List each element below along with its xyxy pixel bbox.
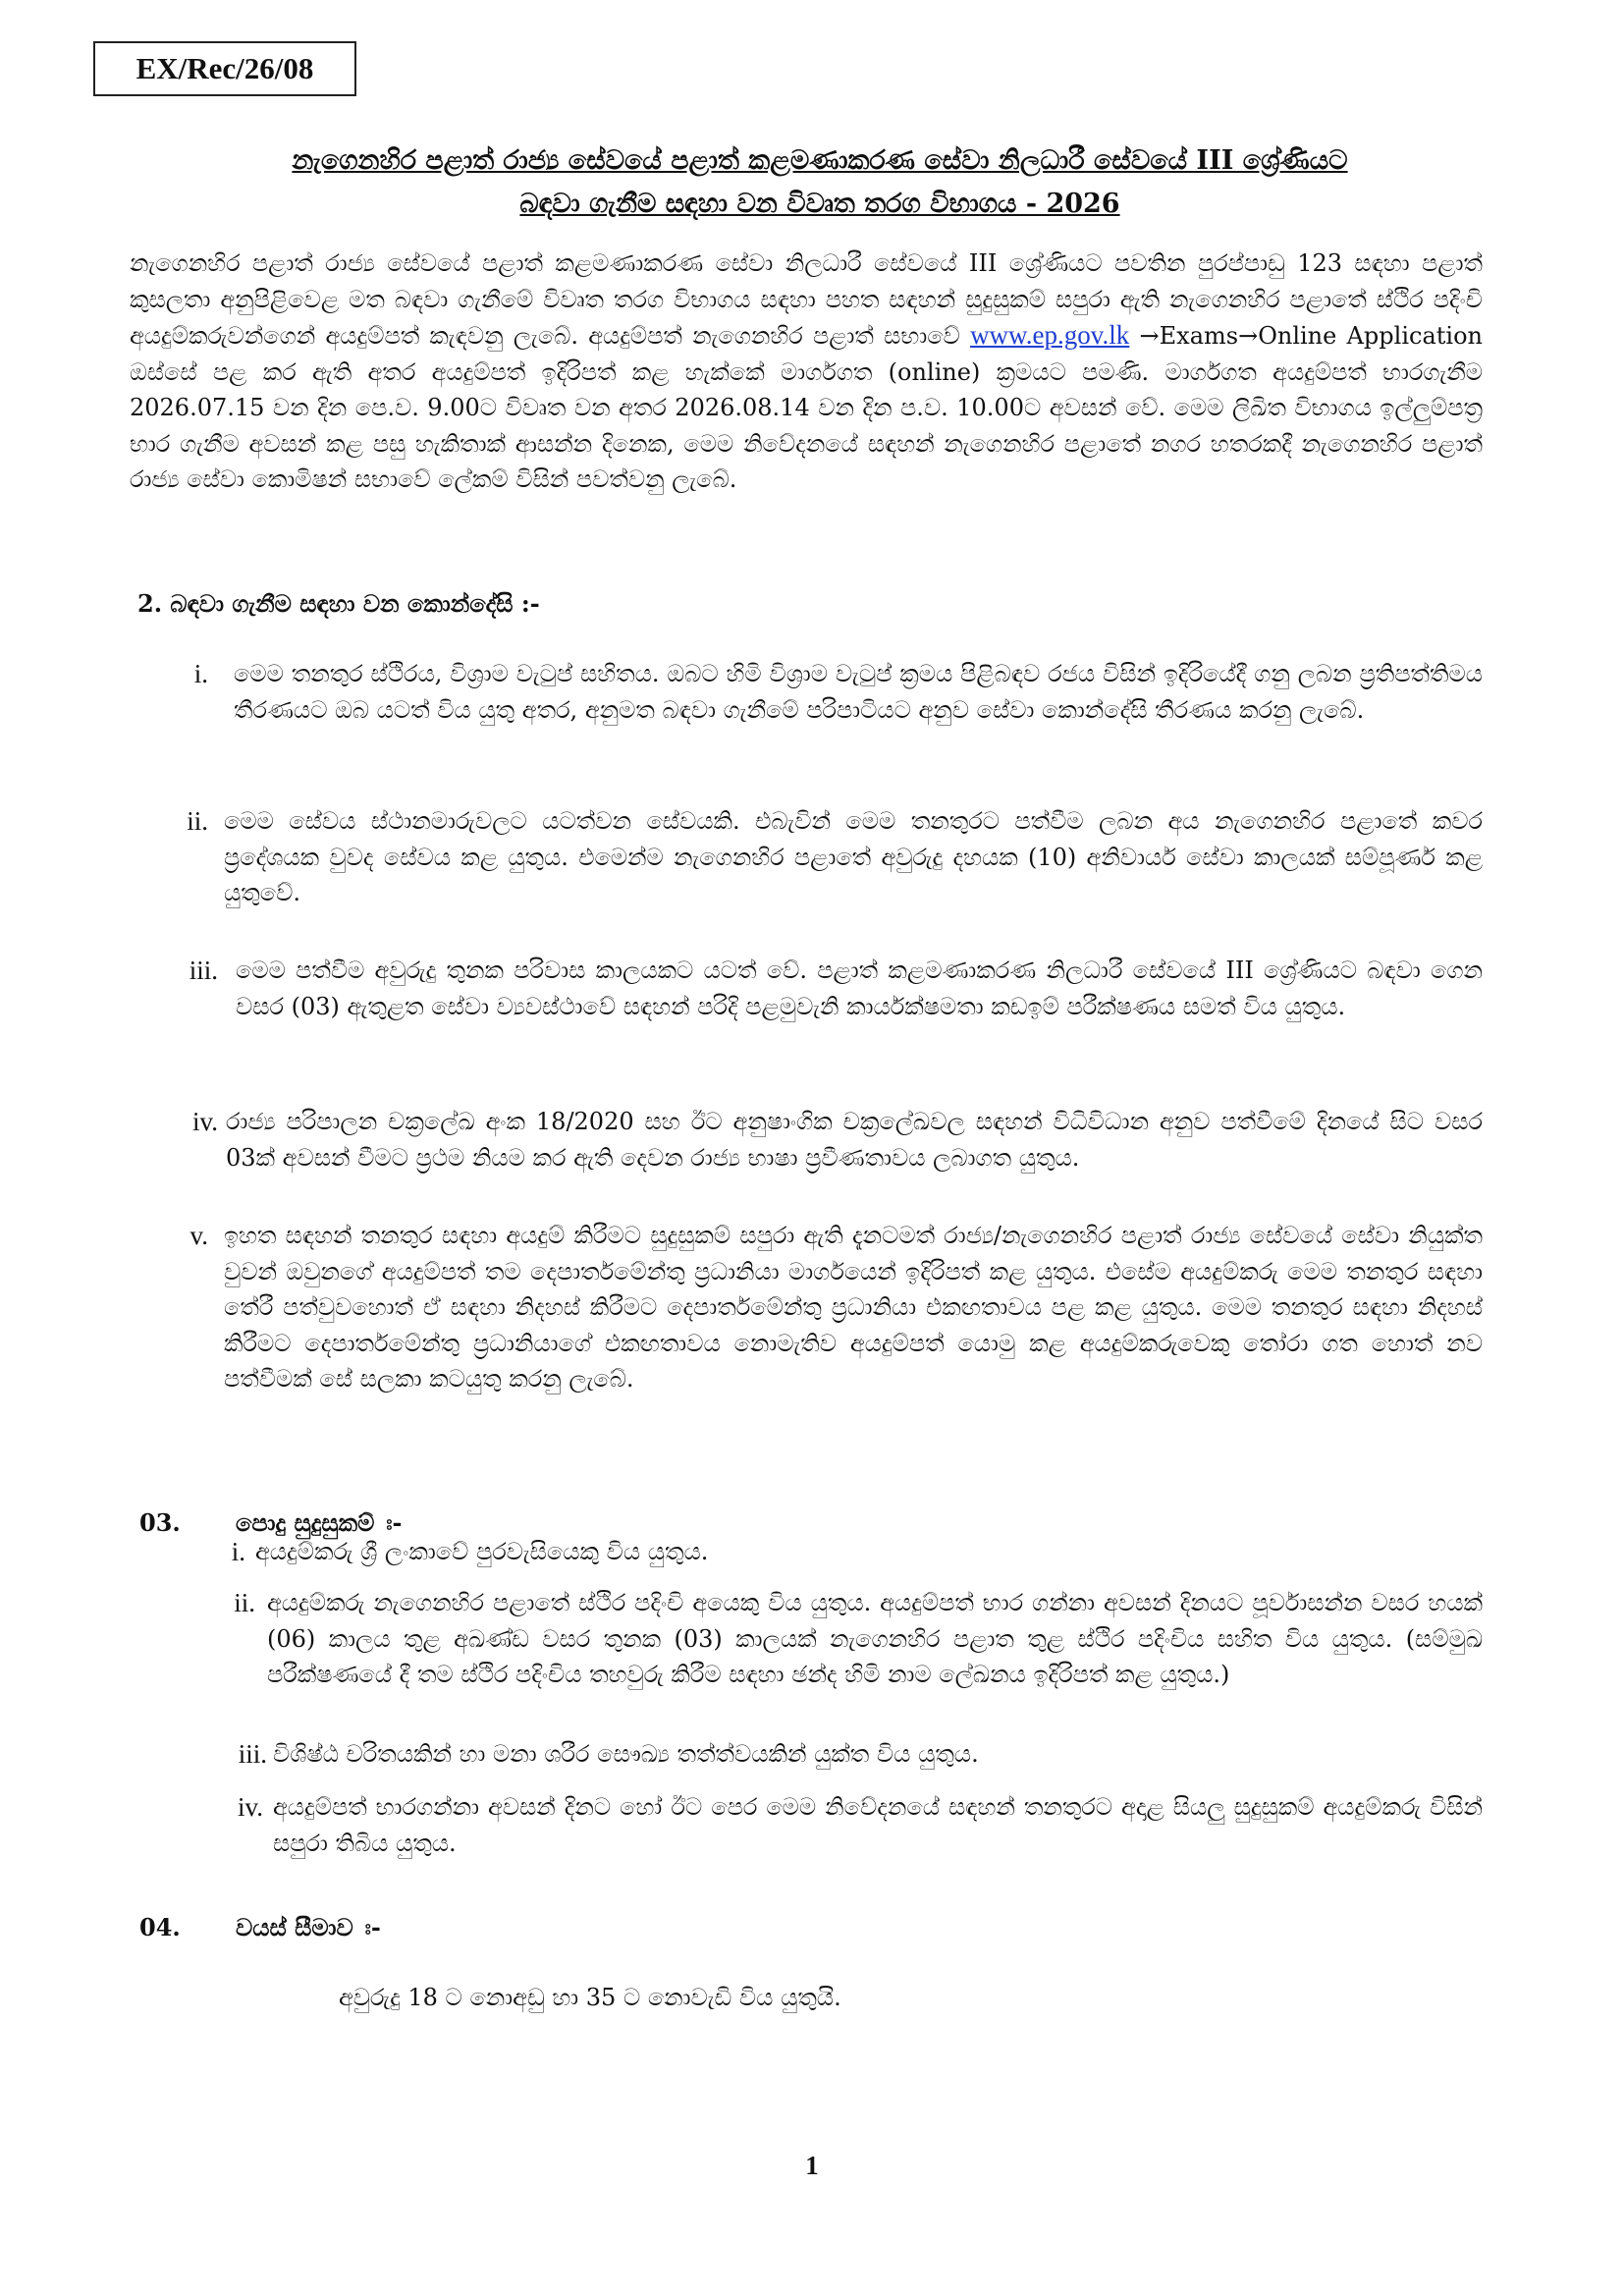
page-number: 1 [805, 2151, 819, 2180]
list-item-number: iii. [189, 956, 218, 985]
intro-text-before-link: නැගෙනහිර පළාත් රාජ්‍ය සේවයේ පළාත් කළමණාකරණ සේවා නිලධාරී සේවයේ III ශ්‍රේණියට පවතින පුරප්පාඩු 123 සඳහා පළාත් කුසලතා අනුපිළිවෙළ මත බඳවා ගැනීමේ විවෘත තරග විභාගය සඳහා පහත සඳහන් සුදුසුකම් සපුරා ඇති නැගෙනහිර පළාතේ ස්ථිර පදිංචි අයදුම්කරුවන්ගෙන් අයදුම්පත් කැඳවනු ලැබේ. අයදුම්පත් නැගෙනහිර පළාත් සභාවේ [130, 249, 1483, 350]
intro-text-after-link: →Exams→Online Application ඔස්සේ පළ කර ඇති අතර අයදුම්පත් ඉදිරිපත් කළ හැක්කේ මාර්ගගත (online) ක්‍රමයට පමණි. මාර්ගගත අයදුම්පත් භාරගැනීම 2026.07.15 වන දින පෙ.ව. 9.00ට විවෘත වන අතර 2026.08.14 වන දින ප.ව. 10.00ට අවසන් වේ. මෙම ලිඛිත විභාගය ඉල්ලුම්පත්‍ර භාර ගැනීම අවසන් කළ පසු හැකිතාක් ආසන්න දිනෙක, මෙම නිවේදනයේ සඳහන් නැගෙනහිර පළාතේ නගර හතරකදී නැගෙනහිර පළාත් රාජ්‍ය සේවා කොමිෂන් සභාවේ ලේකම් විසින් පවත්වනු ලැබේ. [130, 322, 1483, 493]
list-item-text: රාජ්‍ය පරිපාලන චක්‍රලේඛ අංක 18/2020 සහ ඊට අනුෂාංගික චක්‍රලේඛවල සඳහන් විධිවිධාන අනුව පත්වීමේ දිනයේ සිට වසර 03ක් අවසන් වීමට ප්‍රථම නියම කර ඇති දෙවන රාජ්‍ය භාෂා ප්‍රවීණතාවය ලබාගත යුතුය. [226, 1108, 1483, 1172]
section-4-title: වයස් සීමාව ඃ- [236, 1913, 381, 1941]
reference-number-box: EX/Rec/26/08 [93, 41, 356, 96]
list-item-number: i. [231, 1537, 245, 1566]
intro-paragraph [130, 246, 1483, 498]
list-item-number: iv. [238, 1792, 263, 1822]
list-item-number: v. [189, 1221, 208, 1250]
document-title-line-1: නැගෙනහිර පළාත් රාජ්‍ය සේවයේ පළාත් කළමණාකරණ සේවා නිලධාරී සේවයේ III ශ්‍රේණියට [292, 145, 1348, 176]
list-item-text: අයදුම්කරු ශ්‍රී ලංකාවේ පුරවැසියෙකු විය යුතුය. [255, 1538, 709, 1565]
list-item-number: ii. [187, 806, 208, 836]
list-item-number: iv. [192, 1107, 218, 1136]
list-item-number: ii. [234, 1588, 255, 1617]
list-item-text: මෙම පත්වීම අවුරුදු තුනක පරිවාස කාලයකට යටත් වේ. පළාත් කළමණාකරණ නිලධාරී සේවයේ III ශ්‍රේණියට බඳවා ගෙන වසර (03) ඇතුළත සේවා ව්‍යවස්ථාවේ සඳහන් පරිදි පළමුවැනි කාර්යක්ෂමතා කඩඉම් පරීක්ෂණය සමත් විය යුතුය. [236, 957, 1483, 1020]
document-title-line-2: බඳවා ගැනීම සඳහා වන විවෘත තරග විභාගය - 2026 [519, 189, 1120, 219]
list-item-text: මෙම තනතුර ස්ථිරය, විශ්‍රාම වැටුප් සහිතය. ඔබට හිමි විශ්‍රාම වැටුප් ක්‍රමය පිළිබඳව රජය විසින් ඉදිරියේදී ගනු ලබන ප්‍රතිපත්තිමය තීරණයට ඔබ යටත් විය යුතු අතර, අනුමත බඳවා ගැනීමේ පරිපාටියට අනුව සේවා කොන්දේසි තීරණය කරනු ලැබේ. [234, 660, 1483, 724]
list-item-text: විශිෂ්ඨ චරිතයකින් හා මනා ශරීර සෞඛ්‍ය තත්ත්වයකින් යුක්ත විය යුතුය. [273, 1740, 979, 1768]
section-3-number: 03. [139, 1508, 181, 1537]
section-2-heading: 2. බඳවා ගැනීම සඳහා වන කොන්දේසි :- [137, 589, 540, 618]
list-item-text: මෙම සේවය ස්ථානමාරුවලට යටත්වන සේවයකි. එබැවින් මෙම තනතුරට පත්වීම ලබන අය නැගෙනහිර පළාතේ කවර ප්‍රදේශයක වුවද සේවය කළ යුතුය. එමෙන්ම නැගෙනහිර පළාතේ අවුරුදු දහයක (10) අනිවාර්ය සේවා කාලයක් සම්පූර්ණ කළ යුතුවේ. [224, 807, 1483, 906]
list-item-number: iii. [238, 1739, 267, 1769]
age-limit-statement: අවුරුදු 18 ට නොඅඩු හා 35 ට නොවැඩි විය යුතුයි. [339, 1984, 841, 2011]
list-item-text: ඉහත සඳහන් තනතුර සඳහා අයදුම් කිරීමට සුදුසුකම් සපුරා ඇති දැනටමත් රාජ්‍ය/නැගෙනහිර පළාත් රාජ්‍ය සේවයේ සේවා නියුක්ත වුවන් ඔවුනගේ අයදුම්පත් තම දෙපාර්තමේන්තු ප්‍රධානියා මාර්ගයෙන් ඉදිරිපත් කළ යුතුය. එසේම අයදුම්කරු මෙම තනතුර සඳහා තේරී පත්වුවහොත් ඒ සඳහා නිදහස් කිරීමට දෙපාර්තමේන්තු ප්‍රධානියා එකඟතාවය පළ කළ යුතුය. මෙම තනතුර සඳහා නිදහස් කිරීමට දෙපාර්තමේන්තු ප්‍රධානියාගේ එකඟතාවය නොමැතිව අයදුම්පත් යොමු කළ අයදුම්කරුවෙකු තෝරා ගත හොත් නව පත්වීමක් සේ සලකා කටයුතු කරනු ලැබේ. [224, 1222, 1483, 1393]
section-3-title: පොදු සුදුසුකම් ඃ- [236, 1508, 403, 1537]
list-item-number: i. [193, 659, 208, 688]
section-4-number: 04. [139, 1913, 181, 1941]
list-item-text: අයදුම්කරු නැගෙනහිර පළාතේ ස්ථිර පදිංචි අයෙකු විය යුතුය. අයදුම්පත් භාර ගන්නා අවසන් දිනයට පූර්වාසන්න වසර හයක් (06) කාලය තුළ අඛණ්ඩ වසර තුනක (03) කාලයක් නැගෙනහිර පළාත තුළ ස්ථිර පදිංචිය සහිත විය යුතුය. (සම්මුඛ පරීක්ෂණයේ දී තම ස්ථිර පදිංචිය තහවුරු කිරීම සඳහා ඡන්ද හිමි නාම ලේඛනය ඉදිරිපත් කළ යුතුය.) [267, 1589, 1483, 1688]
website-link[interactable]: www.ep.gov.lk [970, 320, 1130, 350]
list-item-text: අයදුම්පත් භාරගන්නා අවසන් දිනට හෝ ඊට පෙර මෙම නිවේදනයේ සඳහන් තනතුරට අදාළ සියලු සුදුසුකම් අයදුම්කරු විසින් සපුරා තිබිය යුතුය. [273, 1793, 1483, 1857]
